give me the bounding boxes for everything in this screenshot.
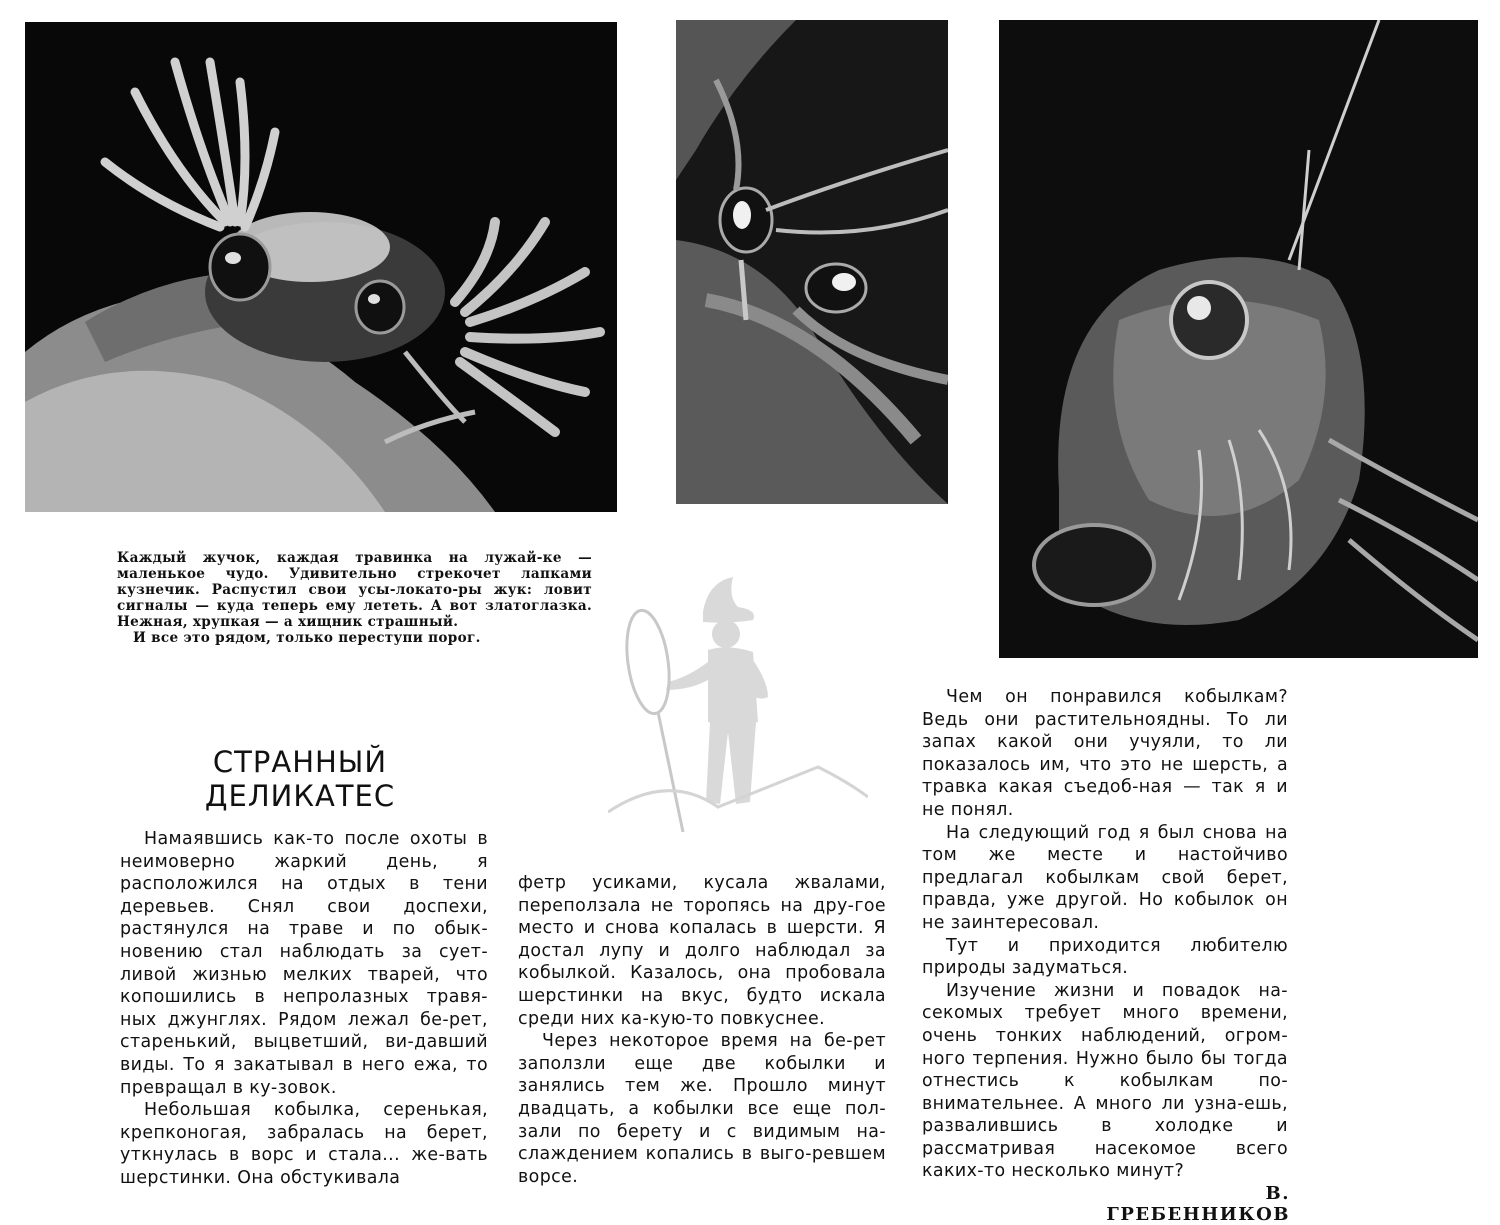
paragraph: Намаявшись как-то после охоты в неимоверно жаркий день, я расположился на отдых в тени деревьев. Снял свои доспехи, растянулся на траве и по обык-новению стал наблюдать за сует-ливой жизнью мелких тварей, что копошились в непролазных травя-ных джунглях. Рядом лежал бе-рет, старенький, выцветший, ви-давший виды. То я закатывал в него ежа, то превращал в ку-зовок. [120,829,488,1098]
paragraph: Чем он понравился кобылкам? Ведь они растительноядны. То ли запах какой они учуяли, то ли показалось им, что это не шерсть, а травка какая съедоб-ная — так я и не понял. [922,687,1288,820]
article-column-1 [120,828,488,1190]
caption-paragraph: Каждый жучок, каждая травинка на лужай-ке — маленькое чудо. Удивительно стрекочет лапками кузнечик. Распустил свои усы-локато-ры жук: ловит сигналы — куда теперь ему лететь. А вот златоглазка. Нежная, хрупкая — а хищник страшный. [117,550,592,630]
paragraph: Тут и приходится любителю природы задуматься. [922,935,1288,979]
caption-paragraph: И все это рядом, только переступи порог. [133,630,481,646]
paragraph: Изучение жизни и повадок на-секомых требует много времени, очень тонких наблюдений, огром-ного терпения. Нужно было бы тогда отнестись к кобылкам по-внимательнее. А много ли узна-ешь, развалившись в холодке и рассматривая насекомое всего каких-то несколько минут? [922,980,1288,1182]
author-signature: В. ГРЕБЕННИКОВ [1106,1183,1290,1225]
article-column-2 [518,872,886,1188]
title-line-1: СТРАННЫЙ [212,745,388,779]
photo-caption [117,550,592,646]
article-column-3 [922,686,1288,1183]
paragraph: фетр усиками, кусала жвалами, переползала не торопясь на дру-гое место и снова копалась в шерсти. Я достал лупу и долго наблюдал за кобылкой. Казалось, она пробовала шерстинки на вкус, будто искала среди них ка-кую-то повкуснее. [518,873,886,1029]
photo-lacewing [676,20,948,504]
photo-grasshopper [999,20,1478,658]
paragraph: Через некоторое время на бе-рет заползли еще две кобылки и занялись тем же. Прошло минут двадцать, а кобылки все еще пол-зали по берету и с видимым на-слаждением копались в выго-ревшем ворсе. [518,1031,886,1187]
paragraph: Небольшая кобылка, серенькая, крепконогая, забралась на берет, уткнулась в ворс и стала... же-вать шерстинки. Она обстукивала [120,1100,488,1188]
paragraph: На следующий год я был снова на том же месте и настойчиво предлагал кобылкам свой берет, правда, уже другой. Но кобылок он не заинтересовал. [922,822,1288,933]
article-title [150,745,450,813]
photo-beetle [25,22,617,512]
boy-with-net-illustration [608,572,868,847]
title-line-2: ДЕЛИКАТЕС [204,779,396,813]
